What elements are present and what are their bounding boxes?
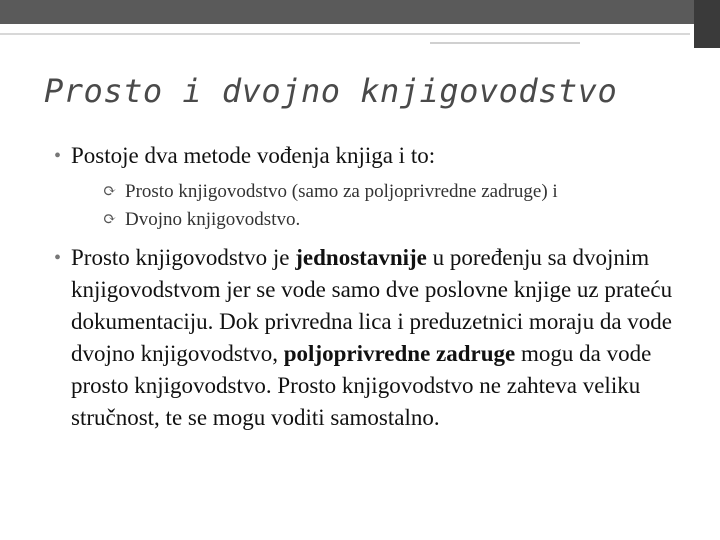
bullet-item-explanation — [40, 242, 690, 434]
sub-item-simple — [40, 178, 690, 206]
bullet-text-part1: Prosto knjigovodstvo je — [71, 245, 296, 270]
emphasis-cooperatives: poljoprivredne zadruge — [283, 341, 516, 366]
bullet-text-part3: mogu da vode prosto knjigovodstvo. Prosto knjigovodstvo ne zahteva veliku stručnost, te se mogu voditi samostalno. — [71, 341, 652, 430]
sub-item-double — [40, 206, 690, 234]
bullet-item-methods — [40, 140, 690, 172]
emphasis-simpler: jednostavnije — [295, 245, 427, 270]
bullet-icon: • — [54, 247, 62, 269]
sub-item-text: Prosto knjigovodstvo (samo za poljoprivredne zadruge) i — [125, 181, 558, 202]
arrow-bullet-icon: ⟳ — [103, 211, 117, 228]
bullet-text-part2: u poređenju sa dvojnim knjigovodstvom jer se vode samo dve poslovne knjige uz prateću dokumentaciju. Dok privredna lica i preduzetnici moraju da vode dvojno knjigovodstvo, — [71, 245, 673, 366]
bullet-text: Postoje dva metode vođenja knjiga i to: — [71, 143, 436, 168]
sub-item-text: Dvojno knjigovodstvo. — [125, 209, 301, 230]
slide-title: Prosto i dvojno knjigovodstvo — [44, 72, 618, 110]
header-bar — [0, 0, 720, 24]
sub-list — [40, 178, 690, 234]
bullet-icon: • — [54, 145, 62, 167]
header-corner-block — [694, 0, 720, 48]
slide-body — [40, 140, 690, 440]
arrow-bullet-icon: ⟳ — [103, 183, 117, 200]
header-rule — [0, 33, 690, 35]
header-accent-rule — [430, 42, 580, 44]
